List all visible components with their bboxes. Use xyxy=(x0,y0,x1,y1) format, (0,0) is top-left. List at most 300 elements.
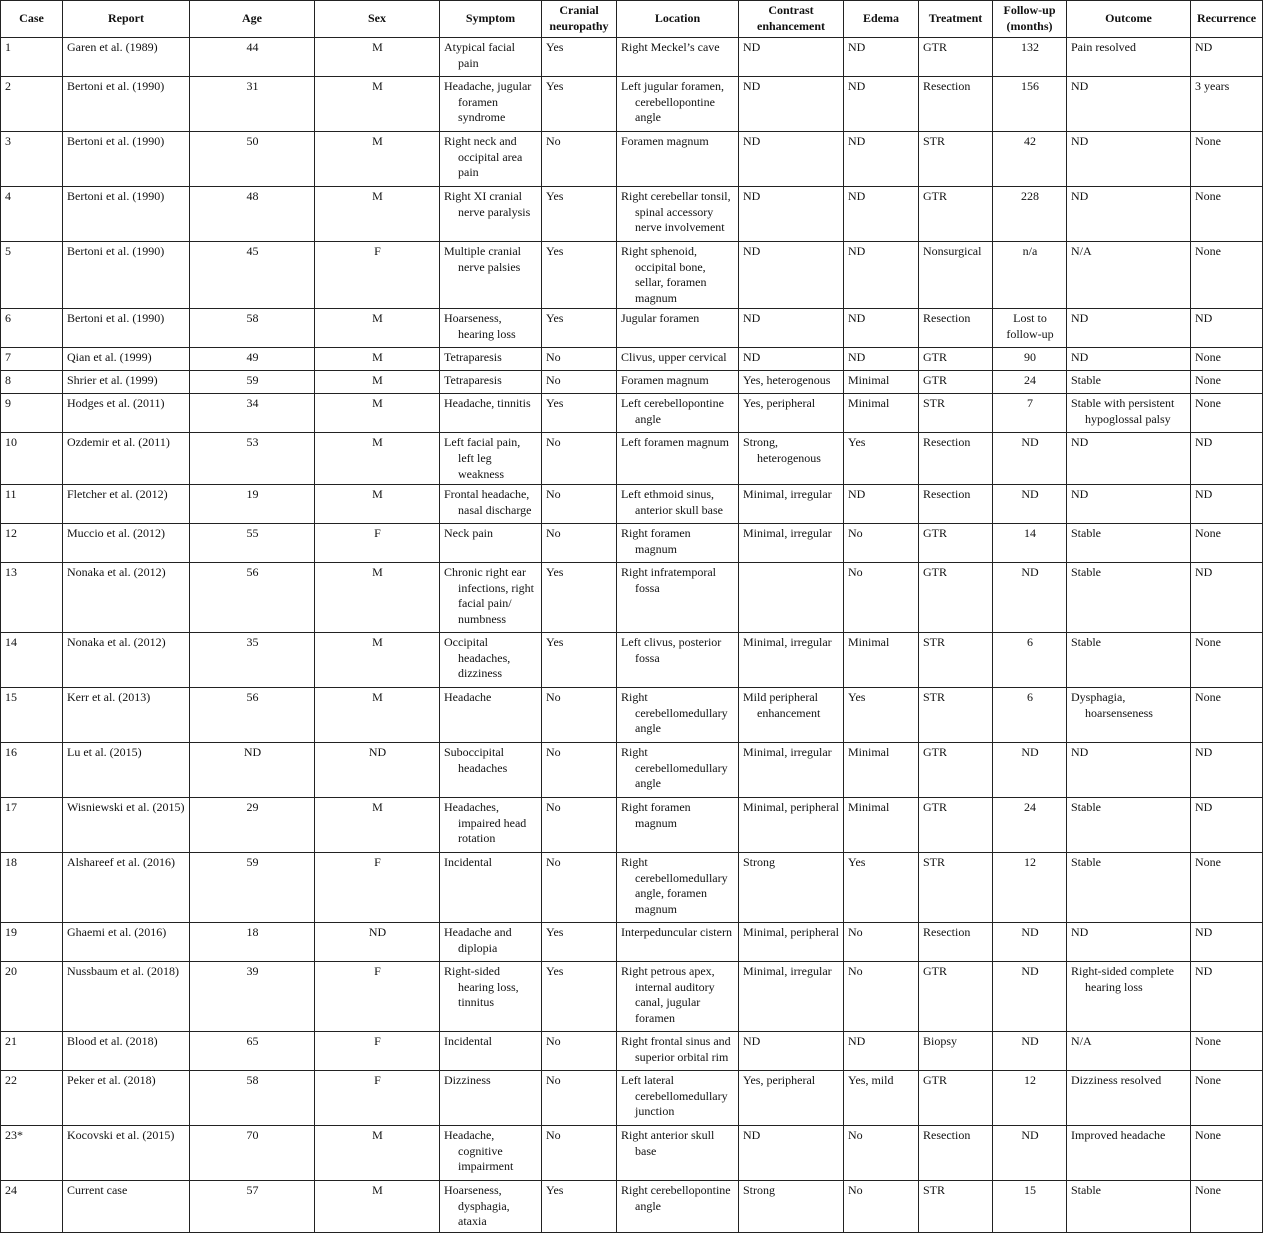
cell-symptom: Headache, tinnitis xyxy=(440,394,542,433)
cell-recurrence: None xyxy=(1191,524,1263,563)
cell-treatment: STR xyxy=(919,853,993,923)
cell-report: Muccio et al. (2012) xyxy=(63,524,190,563)
cell-age: 56 xyxy=(190,563,315,633)
cell-case: 9 xyxy=(1,394,63,433)
table-row xyxy=(1,394,1263,433)
cell-outcome: N/A xyxy=(1067,242,1191,309)
cell-location: Right anterior skull base xyxy=(617,1126,739,1181)
cell-recurrence: None xyxy=(1191,394,1263,433)
cell-edema: ND xyxy=(844,187,919,242)
cell-edema: Minimal xyxy=(844,371,919,394)
cell-cranial-neuropathy: Yes xyxy=(542,962,617,1032)
cell-report: Hodges et al. (2011) xyxy=(63,394,190,433)
cell-report: Bertoni et al. (1990) xyxy=(63,77,190,132)
cell-edema: Minimal xyxy=(844,798,919,853)
cell-sex: M xyxy=(315,132,440,187)
cell-symptom: Tetraparesis xyxy=(440,348,542,371)
cell-sex: F xyxy=(315,1071,440,1126)
cell-contrast-enhancement: Minimal, irregular xyxy=(739,962,844,1032)
cell-follow-up: 14 xyxy=(993,524,1067,563)
cell-sex: M xyxy=(315,38,440,77)
cell-sex: M xyxy=(315,1181,440,1233)
header-symptom: Symptom xyxy=(440,1,542,38)
cell-location: Right cerebellomedullary angle xyxy=(617,743,739,798)
cell-treatment: STR xyxy=(919,132,993,187)
cell-outcome: Stable xyxy=(1067,371,1191,394)
cell-contrast-enhancement: ND xyxy=(739,309,844,348)
cell-case: 2 xyxy=(1,77,63,132)
cell-sex: M xyxy=(315,798,440,853)
cell-location: Right petrous apex, internal auditory canal, jugular foramen xyxy=(617,962,739,1032)
table-row xyxy=(1,1181,1263,1233)
header-location: Location xyxy=(617,1,739,38)
cell-recurrence: None xyxy=(1191,1071,1263,1126)
cell-outcome: Stable xyxy=(1067,524,1191,563)
cell-recurrence: ND xyxy=(1191,798,1263,853)
cell-age: ND xyxy=(190,743,315,798)
cell-location: Left lateral cerebellomedullary junction xyxy=(617,1071,739,1126)
cell-cranial-neuropathy: Yes xyxy=(542,563,617,633)
cell-cranial-neuropathy: No xyxy=(542,132,617,187)
table-row xyxy=(1,923,1263,962)
cell-follow-up: ND xyxy=(993,1126,1067,1181)
cell-outcome: Stable with persistent hypoglossal palsy xyxy=(1067,394,1191,433)
header-outcome: Outcome xyxy=(1067,1,1191,38)
cell-age: 48 xyxy=(190,187,315,242)
cell-contrast-enhancement: Minimal, irregular xyxy=(739,633,844,688)
table-row xyxy=(1,798,1263,853)
cell-report: Bertoni et al. (1990) xyxy=(63,187,190,242)
cell-case: 17 xyxy=(1,798,63,853)
cell-contrast-enhancement: ND xyxy=(739,242,844,309)
cell-contrast-enhancement: ND xyxy=(739,1032,844,1071)
cell-treatment: Resection xyxy=(919,923,993,962)
cell-case: 3 xyxy=(1,132,63,187)
cell-age: 53 xyxy=(190,433,315,485)
cell-follow-up: Lost to follow-up xyxy=(993,309,1067,348)
cell-location: Right sphenoid, occipital bone, sellar, foramen magnum xyxy=(617,242,739,309)
cell-contrast-enhancement: Yes, peripheral xyxy=(739,394,844,433)
cell-outcome: ND xyxy=(1067,77,1191,132)
cell-treatment: GTR xyxy=(919,962,993,1032)
cell-case: 5 xyxy=(1,242,63,309)
cell-contrast-enhancement: Minimal, irregular xyxy=(739,743,844,798)
cell-recurrence: None xyxy=(1191,348,1263,371)
cell-cranial-neuropathy: No xyxy=(542,798,617,853)
cell-sex: M xyxy=(315,187,440,242)
cell-outcome: ND xyxy=(1067,923,1191,962)
cell-recurrence: None xyxy=(1191,187,1263,242)
cell-edema: ND xyxy=(844,132,919,187)
cell-edema: ND xyxy=(844,348,919,371)
cell-cranial-neuropathy: Yes xyxy=(542,242,617,309)
cell-case: 19 xyxy=(1,923,63,962)
cell-location: Right cerebellopontine angle xyxy=(617,1181,739,1233)
cell-report: Ghaemi et al. (2016) xyxy=(63,923,190,962)
cell-cranial-neuropathy: No xyxy=(542,853,617,923)
cell-age: 58 xyxy=(190,1071,315,1126)
cell-symptom: Right XI cranial nerve paralysis xyxy=(440,187,542,242)
cell-location: Right infratemporal fossa xyxy=(617,563,739,633)
table-row xyxy=(1,242,1263,309)
cell-recurrence: None xyxy=(1191,688,1263,743)
cell-symptom: Hoarseness, hearing loss xyxy=(440,309,542,348)
cell-recurrence: None xyxy=(1191,853,1263,923)
cell-location: Right cerebellomedullary angle, foramen magnum xyxy=(617,853,739,923)
cell-symptom: Incidental xyxy=(440,1032,542,1071)
cell-follow-up: ND xyxy=(993,485,1067,524)
cell-follow-up: 132 xyxy=(993,38,1067,77)
header-case: Case xyxy=(1,1,63,38)
header-edema: Edema xyxy=(844,1,919,38)
cell-cranial-neuropathy: No xyxy=(542,1032,617,1071)
cell-cranial-neuropathy: No xyxy=(542,371,617,394)
cell-edema: ND xyxy=(844,485,919,524)
cell-cranial-neuropathy: Yes xyxy=(542,1181,617,1233)
cell-follow-up: 24 xyxy=(993,798,1067,853)
cell-report: Garen et al. (1989) xyxy=(63,38,190,77)
cell-recurrence: ND xyxy=(1191,433,1263,485)
cell-contrast-enhancement xyxy=(739,563,844,633)
table-row xyxy=(1,962,1263,1032)
cell-sex: F xyxy=(315,853,440,923)
cell-treatment: Resection xyxy=(919,1126,993,1181)
cell-follow-up: 12 xyxy=(993,1071,1067,1126)
cell-outcome: Stable xyxy=(1067,1181,1191,1233)
cell-recurrence: None xyxy=(1191,132,1263,187)
cell-symptom: Right-sided hearing loss, tinnitus xyxy=(440,962,542,1032)
cell-outcome: N/A xyxy=(1067,1032,1191,1071)
cell-cranial-neuropathy: No xyxy=(542,688,617,743)
cell-cranial-neuropathy: Yes xyxy=(542,633,617,688)
header-recurrence: Recurrence xyxy=(1191,1,1263,38)
cell-age: 29 xyxy=(190,798,315,853)
cell-case: 11 xyxy=(1,485,63,524)
cell-treatment: STR xyxy=(919,633,993,688)
cell-symptom: Headache, jugular foramen syndrome xyxy=(440,77,542,132)
cell-contrast-enhancement: Strong, heterogenous xyxy=(739,433,844,485)
cell-outcome: ND xyxy=(1067,309,1191,348)
table-row xyxy=(1,348,1263,371)
cell-age: 39 xyxy=(190,962,315,1032)
cell-treatment: GTR xyxy=(919,38,993,77)
cell-treatment: STR xyxy=(919,1181,993,1233)
cell-report: Bertoni et al. (1990) xyxy=(63,132,190,187)
cell-case: 15 xyxy=(1,688,63,743)
cell-recurrence: ND xyxy=(1191,485,1263,524)
cell-cranial-neuropathy: No xyxy=(542,1126,617,1181)
cell-recurrence: None xyxy=(1191,371,1263,394)
cell-edema: Minimal xyxy=(844,394,919,433)
table-row xyxy=(1,485,1263,524)
cell-age: 55 xyxy=(190,524,315,563)
cell-age: 44 xyxy=(190,38,315,77)
cell-location: Left jugular foramen, cerebellopontine angle xyxy=(617,77,739,132)
cell-treatment: Resection xyxy=(919,77,993,132)
cell-case: 20 xyxy=(1,962,63,1032)
cell-report: Bertoni et al. (1990) xyxy=(63,309,190,348)
cell-follow-up: 90 xyxy=(993,348,1067,371)
cell-symptom: Headaches, impaired head rotation xyxy=(440,798,542,853)
cell-recurrence: None xyxy=(1191,1126,1263,1181)
cell-outcome: Stable xyxy=(1067,853,1191,923)
cell-recurrence: ND xyxy=(1191,563,1263,633)
table-row xyxy=(1,433,1263,485)
cell-cranial-neuropathy: No xyxy=(542,348,617,371)
cell-treatment: Resection xyxy=(919,485,993,524)
cell-edema: Yes xyxy=(844,853,919,923)
cell-treatment: STR xyxy=(919,688,993,743)
cell-cranial-neuropathy: Yes xyxy=(542,77,617,132)
cell-follow-up: n/a xyxy=(993,242,1067,309)
cell-follow-up: 6 xyxy=(993,688,1067,743)
cell-symptom: Hoarseness, dysphagia, ataxia xyxy=(440,1181,542,1233)
cell-age: 58 xyxy=(190,309,315,348)
cell-recurrence: ND xyxy=(1191,309,1263,348)
cell-age: 34 xyxy=(190,394,315,433)
cell-location: Right foramen magnum xyxy=(617,798,739,853)
cell-location: Foramen magnum xyxy=(617,132,739,187)
cell-symptom: Dizziness xyxy=(440,1071,542,1126)
header-cranial-neuropathy: Cranial neuropathy xyxy=(542,1,617,38)
cell-edema: Yes, mild xyxy=(844,1071,919,1126)
cell-recurrence: ND xyxy=(1191,38,1263,77)
cell-cranial-neuropathy: Yes xyxy=(542,923,617,962)
cell-sex: M xyxy=(315,563,440,633)
cell-follow-up: 6 xyxy=(993,633,1067,688)
cell-contrast-enhancement: Mild peripheral enhancement xyxy=(739,688,844,743)
cell-cranial-neuropathy: No xyxy=(542,485,617,524)
cell-recurrence: ND xyxy=(1191,743,1263,798)
cell-location: Right cerebellomedullary angle xyxy=(617,688,739,743)
cell-recurrence: None xyxy=(1191,1181,1263,1233)
cell-symptom: Headache xyxy=(440,688,542,743)
table-row xyxy=(1,1071,1263,1126)
cell-sex: M xyxy=(315,309,440,348)
cell-sex: F xyxy=(315,1032,440,1071)
cell-sex: ND xyxy=(315,923,440,962)
cell-case: 4 xyxy=(1,187,63,242)
cell-cranial-neuropathy: No xyxy=(542,433,617,485)
cell-age: 18 xyxy=(190,923,315,962)
cell-report: Wisniewski et al. (2015) xyxy=(63,798,190,853)
cell-outcome: Improved headache xyxy=(1067,1126,1191,1181)
cell-contrast-enhancement: Strong xyxy=(739,1181,844,1233)
cell-sex: M xyxy=(315,485,440,524)
cell-treatment: GTR xyxy=(919,524,993,563)
cell-outcome: Pain resolved xyxy=(1067,38,1191,77)
table-row xyxy=(1,688,1263,743)
cell-symptom: Suboccipital headaches xyxy=(440,743,542,798)
cell-symptom: Tetraparesis xyxy=(440,371,542,394)
cell-case: 6 xyxy=(1,309,63,348)
table-row xyxy=(1,1126,1263,1181)
cell-location: Right cerebellar tonsil, spinal accessory nerve involvement xyxy=(617,187,739,242)
cell-sex: M xyxy=(315,394,440,433)
cell-case: 18 xyxy=(1,853,63,923)
cell-edema: ND xyxy=(844,77,919,132)
cell-sex: F xyxy=(315,962,440,1032)
cell-symptom: Occipital headaches, dizziness xyxy=(440,633,542,688)
cell-age: 49 xyxy=(190,348,315,371)
cell-case: 14 xyxy=(1,633,63,688)
cell-follow-up: ND xyxy=(993,1032,1067,1071)
cell-follow-up: 156 xyxy=(993,77,1067,132)
cell-treatment: GTR xyxy=(919,798,993,853)
cell-treatment: Resection xyxy=(919,433,993,485)
cell-edema: ND xyxy=(844,309,919,348)
cell-contrast-enhancement: Minimal, irregular xyxy=(739,485,844,524)
table-row xyxy=(1,633,1263,688)
cell-symptom: Left facial pain, left leg weakness xyxy=(440,433,542,485)
cell-cranial-neuropathy: Yes xyxy=(542,38,617,77)
cell-case: 1 xyxy=(1,38,63,77)
cell-treatment: GTR xyxy=(919,1071,993,1126)
cell-symptom: Neck pain xyxy=(440,524,542,563)
cell-report: Blood et al. (2018) xyxy=(63,1032,190,1071)
cell-age: 65 xyxy=(190,1032,315,1071)
cell-location: Right foramen magnum xyxy=(617,524,739,563)
cell-outcome: Dizziness resolved xyxy=(1067,1071,1191,1126)
cell-location: Right Meckel’s cave xyxy=(617,38,739,77)
cell-report: Fletcher et al. (2012) xyxy=(63,485,190,524)
cell-age: 56 xyxy=(190,688,315,743)
cell-treatment: GTR xyxy=(919,187,993,242)
cell-age: 59 xyxy=(190,853,315,923)
cell-location: Right frontal sinus and superior orbital rim xyxy=(617,1032,739,1071)
cell-follow-up: ND xyxy=(993,923,1067,962)
cell-edema: ND xyxy=(844,1032,919,1071)
cell-case: 10 xyxy=(1,433,63,485)
cell-treatment: GTR xyxy=(919,563,993,633)
table-row xyxy=(1,77,1263,132)
cell-report: Nussbaum et al. (2018) xyxy=(63,962,190,1032)
cell-treatment: STR xyxy=(919,394,993,433)
cell-cranial-neuropathy: No xyxy=(542,524,617,563)
cell-sex: F xyxy=(315,242,440,309)
cell-location: Left foramen magnum xyxy=(617,433,739,485)
cell-report: Bertoni et al. (1990) xyxy=(63,242,190,309)
cell-edema: Yes xyxy=(844,433,919,485)
cell-symptom: Chronic right ear infections, right facial pain/ numbness xyxy=(440,563,542,633)
table-body xyxy=(1,38,1263,1233)
cell-edema: No xyxy=(844,563,919,633)
header-treatment: Treatment xyxy=(919,1,993,38)
cell-age: 31 xyxy=(190,77,315,132)
cell-recurrence: ND xyxy=(1191,962,1263,1032)
cell-cranial-neuropathy: Yes xyxy=(542,394,617,433)
cell-outcome: ND xyxy=(1067,743,1191,798)
cell-treatment: Resection xyxy=(919,309,993,348)
cell-report: Current case xyxy=(63,1181,190,1233)
cell-case: 7 xyxy=(1,348,63,371)
cell-outcome: Stable xyxy=(1067,798,1191,853)
header-sex: Sex xyxy=(315,1,440,38)
cell-follow-up: 7 xyxy=(993,394,1067,433)
cell-edema: ND xyxy=(844,38,919,77)
header-row xyxy=(1,1,1263,38)
cell-edema: No xyxy=(844,962,919,1032)
cell-report: Nonaka et al. (2012) xyxy=(63,563,190,633)
cell-follow-up: 24 xyxy=(993,371,1067,394)
cell-edema: No xyxy=(844,1181,919,1233)
cell-location: Left clivus, posterior fossa xyxy=(617,633,739,688)
cell-report: Alshareef et al. (2016) xyxy=(63,853,190,923)
cell-edema: ND xyxy=(844,242,919,309)
table-row xyxy=(1,38,1263,77)
cell-follow-up: 228 xyxy=(993,187,1067,242)
cell-follow-up: ND xyxy=(993,563,1067,633)
cell-contrast-enhancement: ND xyxy=(739,38,844,77)
cell-case: 8 xyxy=(1,371,63,394)
cell-contrast-enhancement: ND xyxy=(739,1126,844,1181)
cell-treatment: Nonsurgical xyxy=(919,242,993,309)
cell-outcome: ND xyxy=(1067,433,1191,485)
cell-case: 21 xyxy=(1,1032,63,1071)
cell-report: Nonaka et al. (2012) xyxy=(63,633,190,688)
cell-location: Left cerebellopontine angle xyxy=(617,394,739,433)
cell-case: 16 xyxy=(1,743,63,798)
cell-location: Foramen magnum xyxy=(617,371,739,394)
cell-symptom: Headache, cognitive impairment xyxy=(440,1126,542,1181)
cell-case: 23* xyxy=(1,1126,63,1181)
cell-age: 57 xyxy=(190,1181,315,1233)
table-row xyxy=(1,371,1263,394)
cell-edema: Yes xyxy=(844,688,919,743)
cell-report: Kocovski et al. (2015) xyxy=(63,1126,190,1181)
table-row xyxy=(1,563,1263,633)
cell-symptom: Frontal headache, nasal discharge xyxy=(440,485,542,524)
cell-treatment: GTR xyxy=(919,371,993,394)
cell-symptom: Right neck and occipital area pain xyxy=(440,132,542,187)
cell-symptom: Incidental xyxy=(440,853,542,923)
header-report: Report xyxy=(63,1,190,38)
cell-sex: M xyxy=(315,688,440,743)
cell-contrast-enhancement: Minimal, peripheral xyxy=(739,798,844,853)
cell-sex: M xyxy=(315,348,440,371)
table-row xyxy=(1,187,1263,242)
cell-report: Qian et al. (1999) xyxy=(63,348,190,371)
cell-contrast-enhancement: Minimal, irregular xyxy=(739,524,844,563)
cell-follow-up: ND xyxy=(993,433,1067,485)
cell-recurrence: None xyxy=(1191,1032,1263,1071)
cell-report: Shrier et al. (1999) xyxy=(63,371,190,394)
cell-report: Peker et al. (2018) xyxy=(63,1071,190,1126)
cell-sex: ND xyxy=(315,743,440,798)
table-row xyxy=(1,524,1263,563)
cell-symptom: Headache and diplopia xyxy=(440,923,542,962)
table-row xyxy=(1,132,1263,187)
cell-case: 22 xyxy=(1,1071,63,1126)
header-age: Age xyxy=(190,1,315,38)
cell-report: Kerr et al. (2013) xyxy=(63,688,190,743)
cell-contrast-enhancement: Yes, peripheral xyxy=(739,1071,844,1126)
cell-outcome: ND xyxy=(1067,132,1191,187)
cell-edema: No xyxy=(844,524,919,563)
cell-recurrence: 3 years xyxy=(1191,77,1263,132)
cell-age: 50 xyxy=(190,132,315,187)
cell-age: 59 xyxy=(190,371,315,394)
cell-recurrence: None xyxy=(1191,242,1263,309)
cell-sex: M xyxy=(315,633,440,688)
cell-cranial-neuropathy: No xyxy=(542,743,617,798)
cell-outcome: Stable xyxy=(1067,633,1191,688)
cell-age: 19 xyxy=(190,485,315,524)
cell-cranial-neuropathy: Yes xyxy=(542,187,617,242)
cell-age: 70 xyxy=(190,1126,315,1181)
cell-sex: F xyxy=(315,524,440,563)
cell-contrast-enhancement: Yes, heterogenous xyxy=(739,371,844,394)
